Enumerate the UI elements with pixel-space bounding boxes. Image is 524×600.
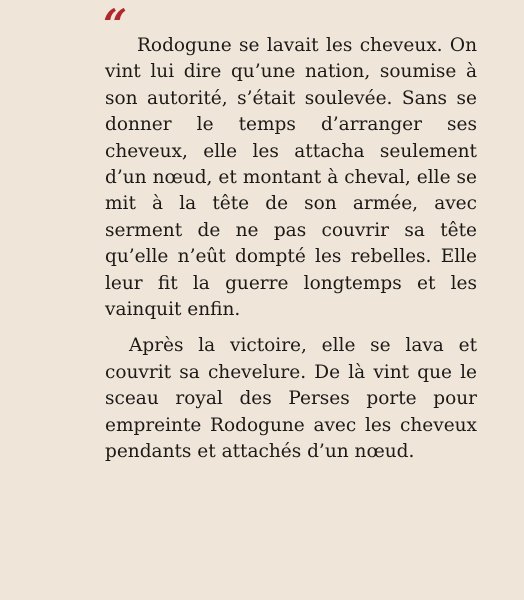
paragraph-1: Rodogune se lavait les cheveux. On vint lui dire qu’une nation, soumise à son autorité, s’était soulevée. Sans se donner le temps d’arranger ses cheveux, elle les attacha seulement d’un nœud, et montant à cheval, elle se mit à la tête de son armée, avec serment de ne pas couvrir sa tête qu’elle n’eût dompté les rebelles. Elle leur fit la guerre longtemps et les vainquit enfin. bbox=[105, 35, 477, 321]
paragraph-2: Après la victoire, elle se lava et couvrit sa chevelure. De là vint que le sceau royal des Perses porte pour empreinte Rodogune avec les cheveux pendants et attachés d’un nœud. bbox=[105, 335, 477, 463]
text-block bbox=[105, 33, 477, 466]
opening-quote-mark: “ bbox=[103, 0, 128, 49]
